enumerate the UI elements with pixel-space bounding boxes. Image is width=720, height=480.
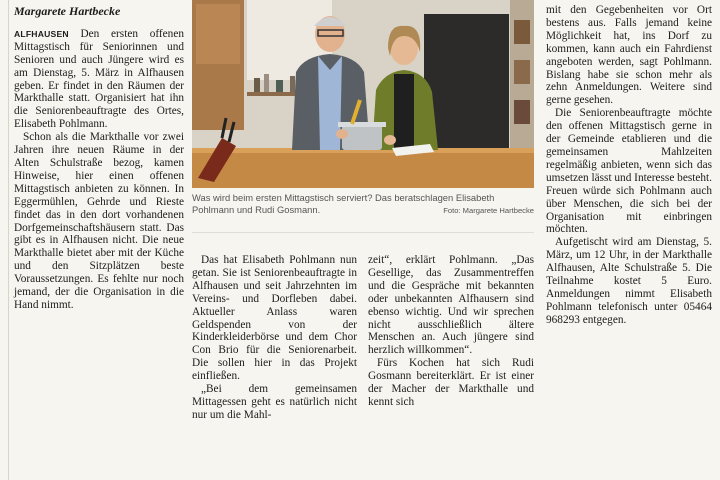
adjacent-column-edge xyxy=(0,0,9,480)
lead-paragraph xyxy=(14,28,184,131)
article-photo xyxy=(192,0,534,188)
paragraph: Die Seniorenbeauftragte möchte den offenen Mittagstisch gerne in der Gemeinde etablieren und die gemeinsamen Mahlzeiten regelmäßig anbieten, wenn sich das umsetzen lässt und Interesse besteht. Freuen würde sich Pohlmann auch über Menschen, die sich bei der Organisation mit einbringen möchten. xyxy=(546,107,712,236)
article-column-1 xyxy=(14,0,184,312)
paragraph: Fürs Kochen hat sich Rudi Gosmann bereiterklärt. Er ist einer der Macher der Markthalle und kennt sich xyxy=(368,357,534,408)
article-column-4 xyxy=(546,4,712,327)
dateline: ALFHAUSEN xyxy=(14,28,69,39)
article-column-3 xyxy=(368,254,534,409)
paragraph: zeit“, erklärt Pohlmann. „Das Gesellige, das Zusammentreffen und die Gespräche mit bekannten oder unbekannten Alfhausern sind ebenso wichtig. Und wir sprechen nicht ausschließlich ältere Menschen an. Auch jüngere sind herzlich willkommen“. xyxy=(368,254,534,357)
photo-credit: Foto: Margarete Hartbecke xyxy=(443,206,534,215)
caption-divider xyxy=(192,232,534,233)
byline: Margarete Hartbecke xyxy=(14,4,121,18)
paragraph: Aufgetischt wird am Dienstag, 5. März, um 12 Uhr, in der Markthalle Alfhausen, Alte Schulstraße 5. Die Teilnahme kostet 5 Euro. Anmeldungen nimmt Elisabeth Pohlmann telefonisch unter 05464 968293 entgegen. xyxy=(546,236,712,326)
photo-caption xyxy=(192,192,534,217)
kitchen-photo-illustration xyxy=(192,0,534,188)
caption-text: Was wird beim ersten Mittagstisch serviert? Das beratschlagen Elisabeth Pohlmann und Rudi Gosmann. xyxy=(192,192,495,215)
paragraph: mit den Gegebenheiten vor Ort bestens aus. Falls jemand keine Möglichkeit hat, ins Dorf zu kommen, kann auch ein Fahrdienst angeboten werden, sagt Pohlmann. Bislang habe sie schon mehr als zehn Anmeldungen. Weitere sind gerne gesehen. xyxy=(546,4,712,107)
lead-text: Den ersten offenen Mittagstisch für Seniorinnen und Senioren und auch Jüngere wird es am Dienstag, 5. März in Alfhausen geben. Er findet in den Räumen der Markthalle statt. Organisiert hat ihn die Seniorenbeauftragte des Ortes, Elisabeth Pohlmann. xyxy=(14,27,184,131)
paragraph: „Bei dem gemeinsamen Mittagessen geht es natürlich nicht nur um die Mahl- xyxy=(192,383,357,421)
paragraph: Das hat Elisabeth Pohlmann nun getan. Sie ist Seniorenbeauftragte in Alfhausen und seit Jahrzehnten im Vereins- und Dorfleben dabei. Aktueller Anlass waren Geldspenden von der Kinderkleiderbörse und dem Chor Con Brio für die Seniorenarbeit. Die sollen hier in das Projekt einfließen. xyxy=(192,254,357,383)
article-column-2 xyxy=(192,254,357,422)
paragraph: Schon als die Markthalle vor zwei Jahren ihre neuen Räume in der Alten Schulstraße bezog, kamen Hinweise, hier einen offenen Mittagstisch anbieten zu können. In Eggermühlen, Gehrde und Rieste findet das in den dort vorhandenen Dorfgemeinschaftshäusern statt. Das gibt es in Alfhausen nicht. Die neue Markthalle bietet aber mit der Küche und den Sitzplätzen beste Voraussetzungen. Es fehlte nur noch jemand, der die Organisation in die Hand nimmt. xyxy=(14,131,184,311)
